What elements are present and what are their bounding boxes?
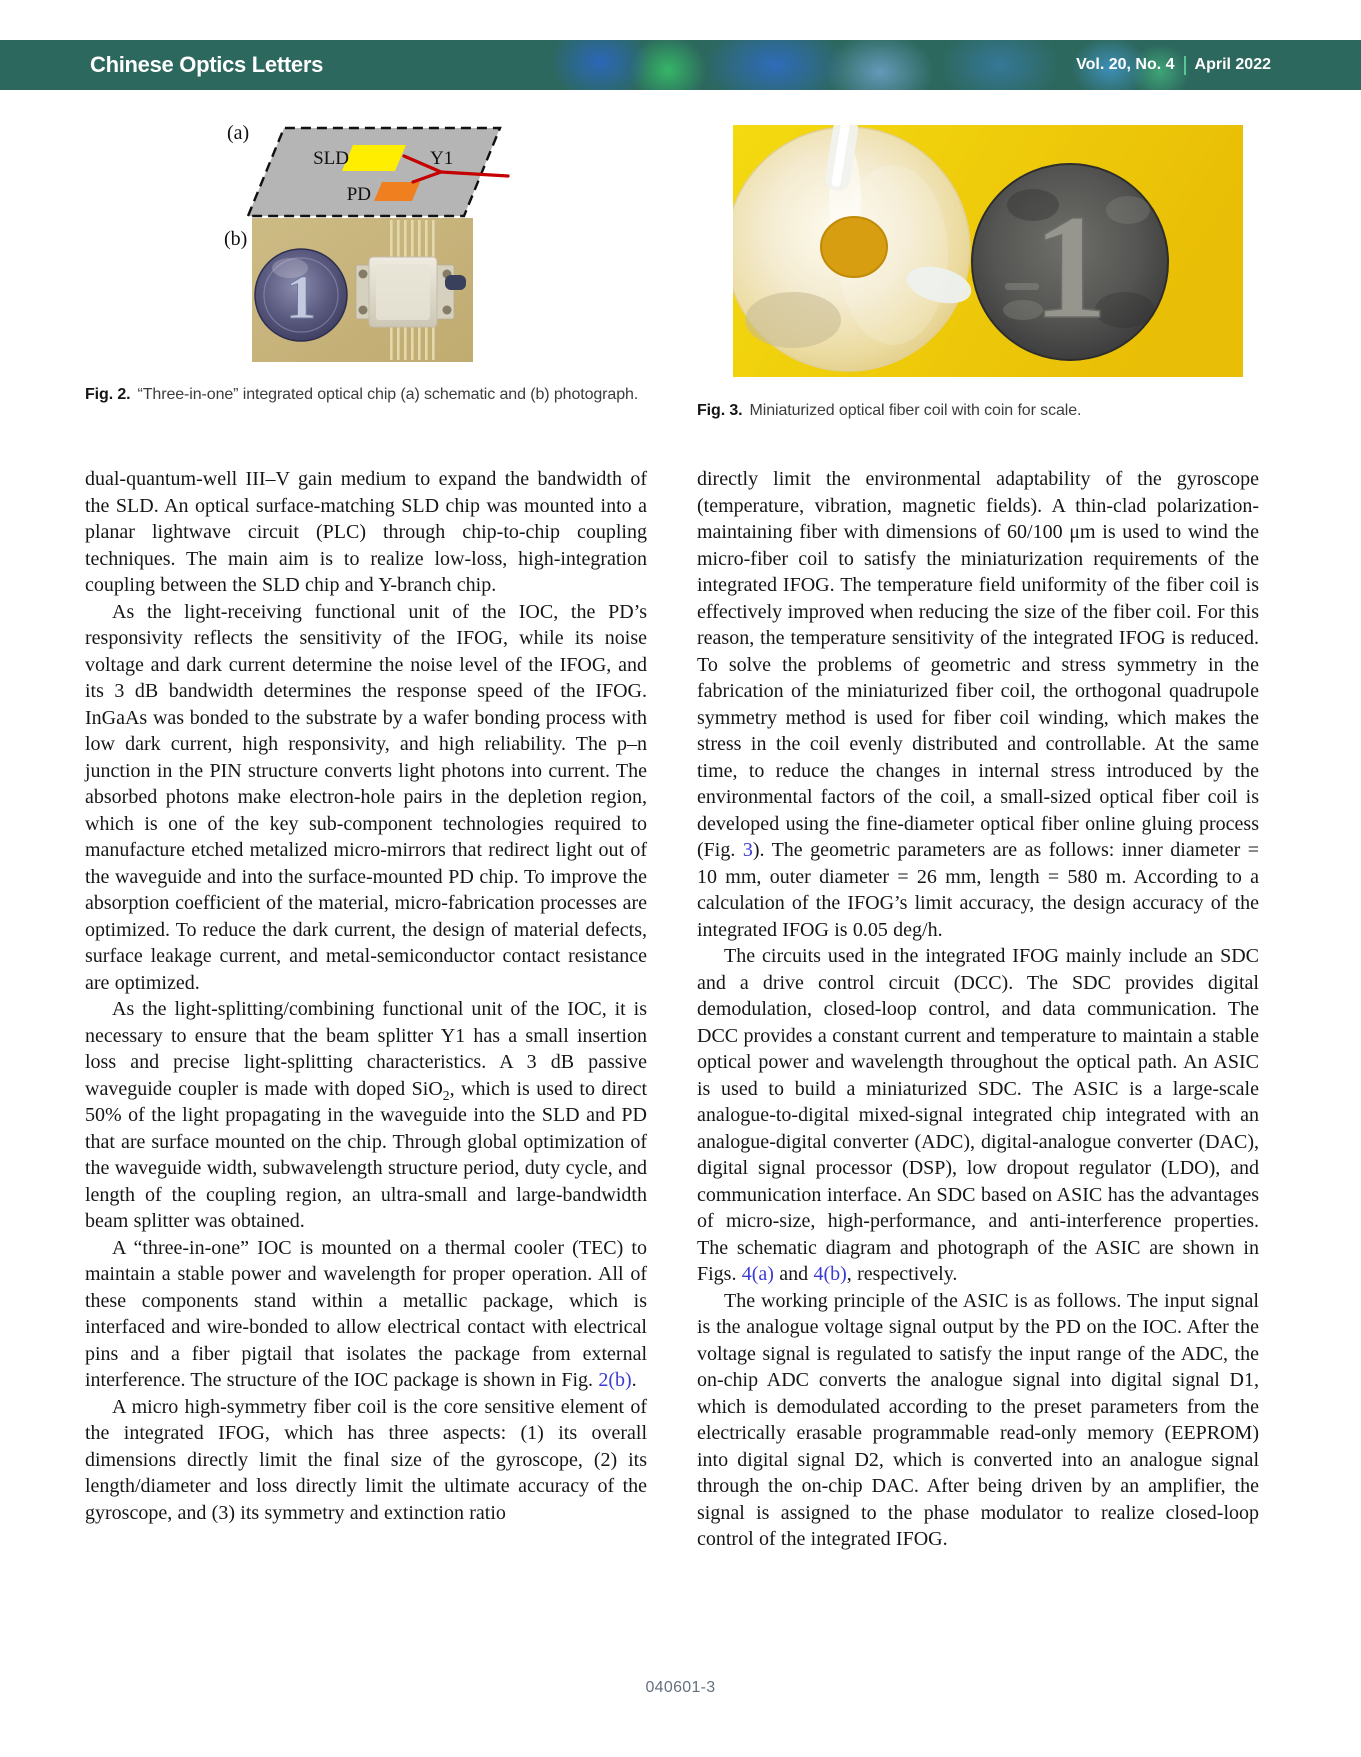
journal-title: Chinese Optics Letters: [90, 52, 324, 77]
figure3-photo: [733, 125, 1243, 377]
volume-label: Vol. 20, No. 4: [1076, 56, 1175, 73]
figure-reference-link[interactable]: 3: [742, 839, 753, 861]
figure3-caption: [697, 398, 1259, 423]
right-column: [697, 466, 1259, 1553]
sld-chip-shape: [342, 145, 406, 171]
ioc-package-shape: [356, 257, 466, 327]
fiber-stub-shape: [445, 275, 466, 290]
body-paragraph: directly limit the environmental adaptability of the gyroscope (temperature, vibration, magnetic fields). A thin-clad polarization-maintaining fiber with dimensions of 60/100 μm is used to wind the micro-fiber coil to satisfy the miniaturization requirements of the integrated IFOG. The temperature field uniformity of the fiber coil is effectively improved when reducing the size of the fiber coil. For this reason, the temperature sensitivity of the integrated IFOG is reduced. To solve the problems of geometric and stress symmetry in the fabrication of the miniaturized fiber coil, the orthogonal quadrupole symmetry method is used for fiber coil winding, which makes the stress in the coil evenly distributed and controllable. At the same time, to reduce the changes in internal stress introduced by the environmental factors of the coil, a small-sized optical fiber coil is developed using the fine-diameter optical fiber online gluing process (Fig. 3). The geometric parameters are as follows: inner diameter = 10 mm, outer diameter = 26 mm, length = 580 m. According to a calculation of the IFOG’s limit accuracy, the design accuracy of the integrated IFOG is 0.05 deg/h.: [697, 468, 1260, 941]
figure2-caption-text: “Three-in-one” integrated optical chip (a) schematic and (b) photograph.: [137, 386, 639, 403]
header-issue-info: [1076, 40, 1271, 90]
page-number: 040601-3: [645, 1679, 716, 1696]
body-paragraph: As the light-receiving functional unit of the IOC, the PD’s responsivity reflects the sensitivity of the IFOG, while its noise voltage and dark current determine the noise level of the IFOG, and its 3 dB bandwidth determines the response speed of the IFOG. InGaAs was bonded to the substrate by a wafer bonding process with low dark current, high responsivity, and high reliability. The p–n junction in the PIN structure converts light photons into current. The absorbed photons make electron-hole pairs in the depletion region, which is one of the key sub-component technologies required to manufacture etched metalized micro-mirrors that redirect light out of the waveguide and into the surface-mounted PD chip. To improve the absorption coefficient of the material, micro-fabrication processes are optimized. To reduce the dark current, the design of material defects, surface leakage current, and metal-semiconductor contact resistance are optimized.: [85, 600, 647, 994]
coil-center-hole: [821, 217, 887, 277]
header-separator: [1184, 56, 1186, 75]
body-paragraph: The working principle of the ASIC is as follows. The input signal is the analogue voltage signal output by the PD on the IOC. After the voltage signal is regulated to satisfy the input range of the ADC, the on-chip ADC converts the analogue signal into digital signal D1, which is demodulated according to the preset parameters from the electrically erasable programmable read-only memory (EEPROM) into digital signal D2, which is converted into an analogue signal through the on-chip DAC. After being driven by an amplifier, the signal is assigned to the phase modulator to realize closed-loop control of the integrated IFOG.: [697, 1289, 1259, 1550]
figure2a-schematic: [234, 117, 519, 229]
figure2b-label: (b): [224, 228, 248, 250]
issue-date-label: April 2022: [1194, 56, 1271, 73]
figure3-caption-label: Fig. 3.: [697, 402, 743, 419]
y1-label: Y1: [430, 148, 454, 169]
figure-reference-link[interactable]: 4(b): [813, 1263, 847, 1285]
figure-reference-link[interactable]: 2(b): [598, 1369, 632, 1391]
pd-chip-shape: [374, 182, 420, 201]
body-paragraph: A micro high-symmetry fiber coil is the core sensitive element of the integrated IFOG, which has three aspects: (1) its overall dimensions directly limit the final size of the gyroscope, (2) its length/diameter and loss directly limit the ultimate accuracy of the gyroscope, and (3) its symmetry and extinction ratio: [85, 1395, 647, 1524]
pd-label: PD: [346, 184, 371, 205]
header-band: [0, 40, 1361, 90]
body-paragraph: dual-quantum-well III–V gain medium to expand the bandwidth of the SLD. An optical surface-matching SLD chip was mounted into a planar lightwave circuit (PLC) through chip-to-chip coupling techniques. The main aim is to realize low-loss, high-integration coupling between the SLD chip and Y-branch chip.: [85, 468, 647, 596]
subscript-text: 2: [442, 1087, 450, 1103]
body-paragraph: As the light-splitting/combining functional unit of the IOC, it is necessary to ensure that the beam splitter Y1 has a small insertion loss and precise light-splitting characteristics. A 3 dB passive waveguide coupler is made with doped SiO$_2$, which is used to direct 50% of the light propagating in the waveguide into the SLD and PD that are surface mounted on the chip. Through global optimization of the waveguide width, subwavelength structure period, duty cycle, and length of the coupling region, an ultra-small and large-bandwidth beam splitter was obtained.: [85, 998, 648, 1232]
figure2-caption: [85, 382, 647, 407]
body-paragraph: The circuits used in the integrated IFOG mainly include an SDC and a drive control circuit (DCC). The SDC provides digital demodulation, closed-loop control, and data communication. The DCC provides a constant current and temperature to maintain a stable optical power and wavelength throughout the optical path. An ASIC is used to build a miniaturized SDC. The ASIC is a large-scale analogue-to-digital mixed-signal integrated chip integrated with an analogue-digital converter (ADC), digital-analogue converter (DAC), digital signal processor (DSP), low dropout regulator (LDO), and communication interface. An SDC based on ASIC has the advantages of micro-size, high-performance, and anti-interference properties. The schematic diagram and photograph of the ASIC are shown in Figs. 4(a) and 4(b), respectively.: [697, 945, 1259, 1285]
left-column: [85, 466, 647, 1526]
coin-shape: [972, 164, 1168, 360]
sld-label: SLD: [313, 148, 349, 169]
figure2b-photo: [252, 218, 473, 362]
coin-shape: [255, 249, 347, 341]
body-paragraph: A “three-in-one” IOC is mounted on a thermal cooler (TEC) to maintain a stable power and wavelength for proper operation. All of these components stand within a metallic package, which is interfaced and wire-bonded to allow electrical contact with electrical pins and a fiber pigtail that isolates the package from external interference. The structure of the IOC package is shown in Fig. 2(b).: [85, 1236, 647, 1391]
coin-digit: 1: [1032, 184, 1108, 350]
coin-digit: 1: [285, 264, 317, 332]
figure3-caption-text: Miniaturized optical fiber coil with coin for scale.: [749, 402, 1082, 419]
figure2-caption-label: Fig. 2.: [85, 386, 131, 403]
figure2a-label: (a): [227, 122, 250, 144]
figure-reference-link[interactable]: 4(a): [741, 1263, 774, 1285]
